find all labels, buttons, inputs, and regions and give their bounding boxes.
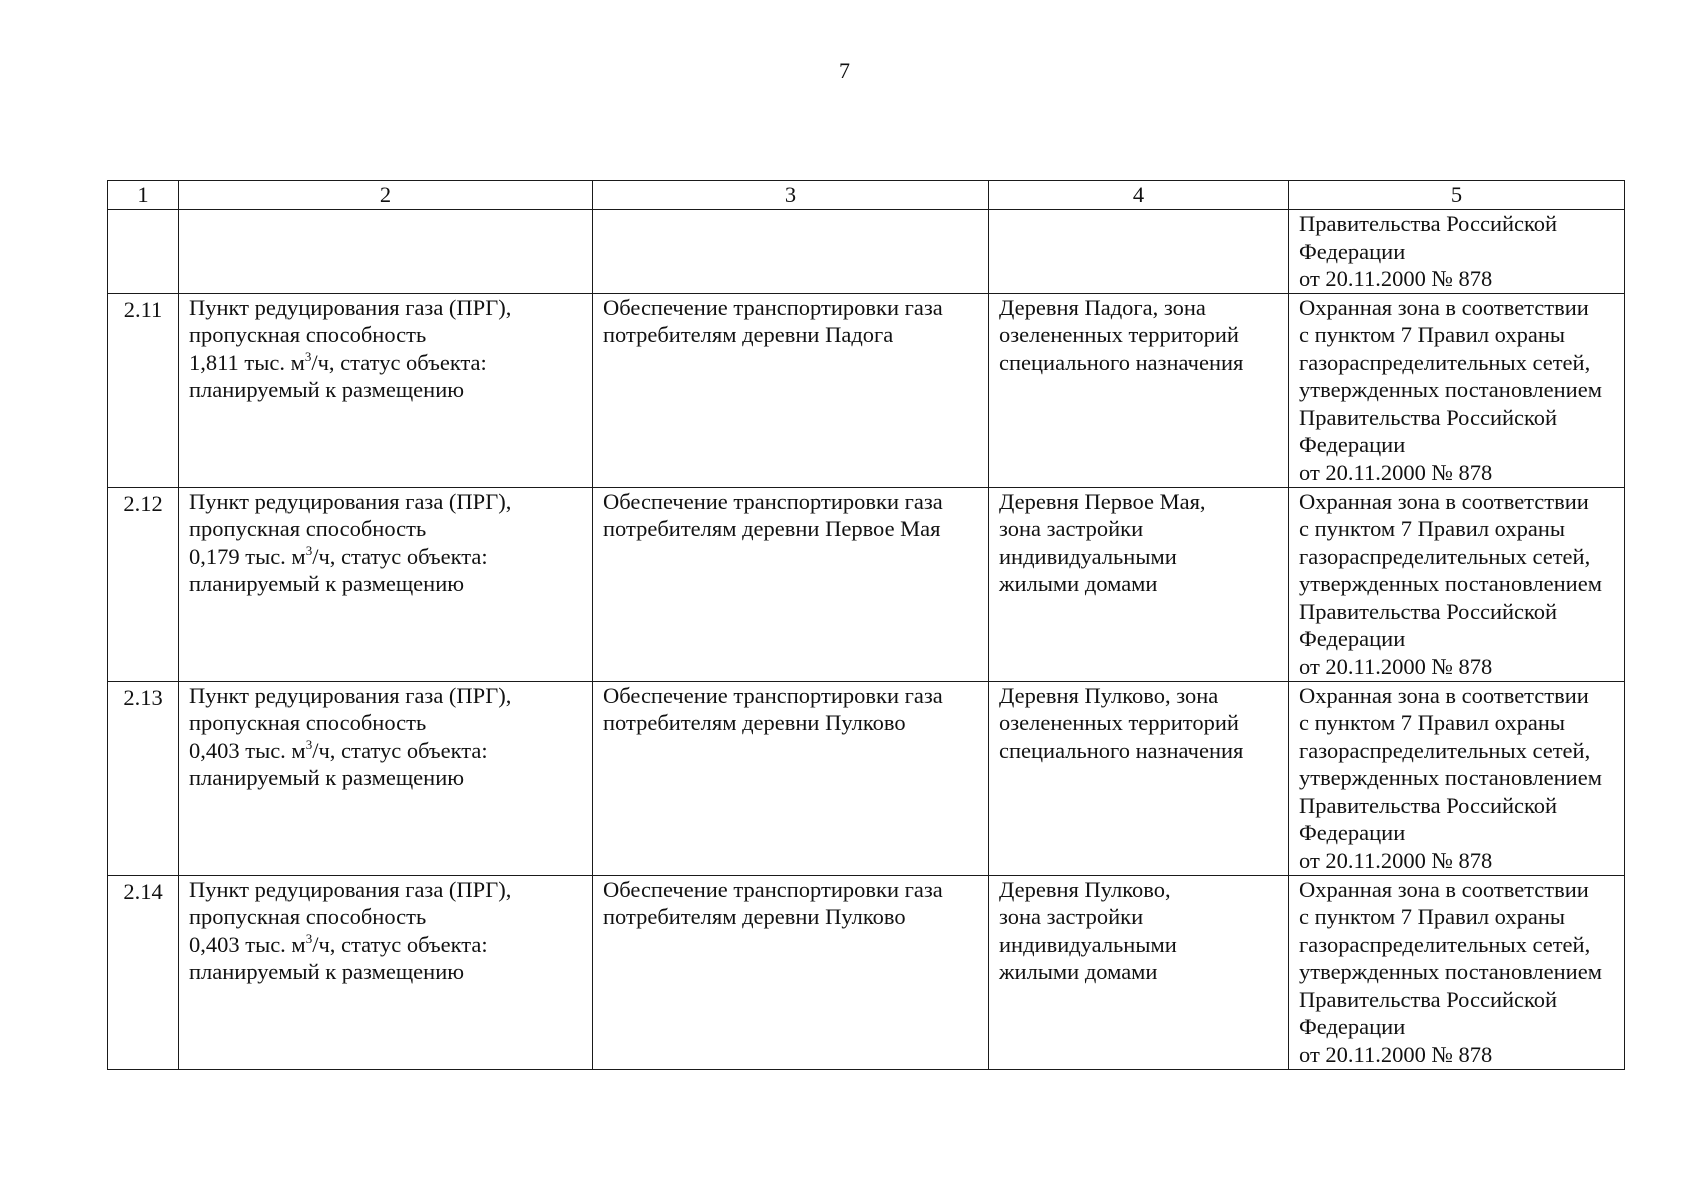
cell-line: Пункт редуцирования газа (ПРГ), xyxy=(189,294,512,320)
location-cell xyxy=(989,681,1289,875)
cell-line: с пунктом 7 Правил охраны xyxy=(1299,904,1566,929)
cell-line: с пунктом 7 Правил охраны xyxy=(1299,322,1566,347)
protection-zone-cell xyxy=(1289,487,1625,681)
purpose-cell xyxy=(593,875,989,1069)
capacity-line xyxy=(189,543,584,571)
cell-line: Обеспечение транспортировки газа xyxy=(603,488,943,514)
capacity-status: /ч, статус объекта: xyxy=(312,737,488,763)
capacity-line xyxy=(189,931,584,959)
capacity-status: /ч, статус объекта: xyxy=(312,543,488,569)
cell-line: газораспределительных сетей, xyxy=(1299,349,1591,375)
table-row xyxy=(108,681,1625,875)
capacity-value: 1,811 тыс. м xyxy=(189,349,305,375)
header-row xyxy=(108,181,1625,210)
continuation-cell-3 xyxy=(593,210,989,294)
cell-line: пропускная способность xyxy=(189,516,427,541)
purpose-cell xyxy=(593,293,989,487)
cell-line: утвержденных постановлением xyxy=(1299,377,1602,402)
protection-zone-cell xyxy=(1289,681,1625,875)
cell-line: Федерации xyxy=(1299,626,1406,651)
cell-line: Обеспечение транспортировки газа xyxy=(603,294,943,320)
cell-line: Деревня Пулково, зона xyxy=(999,682,1219,708)
cell-line: планируемый к размещению xyxy=(189,959,465,984)
row-number: 2.12 xyxy=(108,487,179,681)
protection-zone-cell xyxy=(1289,875,1625,1069)
table-row xyxy=(108,487,1625,681)
capacity-value: 0,179 тыс. м xyxy=(189,543,306,569)
page-number: 7 xyxy=(839,58,850,83)
header-col-3: 3 xyxy=(593,181,989,210)
purpose-cell xyxy=(593,487,989,681)
capacity-status: /ч, статус объекта: xyxy=(312,931,488,957)
cell-line: Охранная зона в соответствии xyxy=(1299,876,1589,902)
cell-line: Федерации xyxy=(1299,432,1406,457)
cell-line: индивидуальными xyxy=(999,543,1177,569)
cell-line: от 20.11.2000 № 878 xyxy=(1299,266,1493,291)
cell-line: утвержденных постановлением xyxy=(1299,959,1602,984)
cell-line: жилыми домами xyxy=(999,959,1158,984)
capacity-line xyxy=(189,349,584,377)
cell-line: газораспределительных сетей, xyxy=(1299,931,1591,957)
cell-line: озелененных территорий xyxy=(999,710,1239,735)
table-row xyxy=(108,875,1625,1069)
capacity-unit-superscript: 3 xyxy=(305,542,313,558)
capacity-status: /ч, статус объекта: xyxy=(311,349,487,375)
header-col-2: 2 xyxy=(179,181,593,210)
row-number: 2.13 xyxy=(108,681,179,875)
cell-line: Правительства Российской xyxy=(1299,404,1558,430)
cell-line: потребителям деревни Пулково xyxy=(603,710,906,735)
continuation-cell-1 xyxy=(108,210,179,294)
objects-table xyxy=(107,180,1625,1070)
continuation-row xyxy=(108,210,1625,294)
cell-line: потребителям деревни Пулково xyxy=(603,904,906,929)
cell-line: пропускная способность xyxy=(189,904,427,929)
row-number: 2.11 xyxy=(108,293,179,487)
protection-zone-cell xyxy=(1289,293,1625,487)
cell-line: потребителям деревни Падога xyxy=(603,322,894,347)
cell-line: от 20.11.2000 № 878 xyxy=(1299,847,1493,873)
cell-line: жилыми домами xyxy=(999,571,1158,596)
capacity-line xyxy=(189,737,584,765)
continuation-cell-2 xyxy=(179,210,593,294)
capacity-unit-superscript: 3 xyxy=(305,736,313,752)
row-number: 2.14 xyxy=(108,875,179,1069)
cell-line: Федерации xyxy=(1299,820,1406,845)
cell-line: Деревня Падога, зона xyxy=(999,294,1206,320)
cell-line: от 20.11.2000 № 878 xyxy=(1299,1041,1493,1067)
object-description-cell xyxy=(179,487,593,681)
cell-line: планируемый к размещению xyxy=(189,377,465,402)
capacity-value: 0,403 тыс. м xyxy=(189,737,306,763)
cell-line: зона застройки xyxy=(999,516,1144,541)
header-col-4: 4 xyxy=(989,181,1289,210)
cell-line: Деревня Первое Мая, xyxy=(999,488,1206,514)
location-cell xyxy=(989,293,1289,487)
cell-line: Обеспечение транспортировки газа xyxy=(603,682,943,708)
capacity-value: 0,403 тыс. м xyxy=(189,931,306,957)
object-description-cell xyxy=(179,293,593,487)
cell-line: индивидуальными xyxy=(999,931,1177,957)
cell-line: Правительства Российской xyxy=(1299,598,1558,624)
location-cell xyxy=(989,487,1289,681)
cell-line: зона застройки xyxy=(999,904,1144,929)
cell-line: Охранная зона в соответствии xyxy=(1299,294,1589,320)
object-description-cell xyxy=(179,681,593,875)
cell-line: с пунктом 7 Правил охраны xyxy=(1299,710,1566,735)
cell-line: специального назначения xyxy=(999,349,1244,375)
cell-line: Федерации xyxy=(1299,238,1406,264)
cell-line: Пункт редуцирования газа (ПРГ), xyxy=(189,682,512,708)
cell-line: пропускная способность xyxy=(189,710,427,735)
cell-line: утвержденных постановлением xyxy=(1299,765,1602,790)
cell-line: Правительства Российской xyxy=(1299,792,1558,818)
cell-line: Охранная зона в соответствии xyxy=(1299,682,1589,708)
capacity-unit-superscript: 3 xyxy=(304,348,312,364)
location-cell xyxy=(989,875,1289,1069)
cell-line: от 20.11.2000 № 878 xyxy=(1299,653,1493,679)
continuation-cell-5 xyxy=(1289,210,1625,294)
cell-line: утвержденных постановлением xyxy=(1299,571,1602,596)
object-description-cell xyxy=(179,875,593,1069)
cell-line: Пункт редуцирования газа (ПРГ), xyxy=(189,488,512,514)
continuation-cell-4 xyxy=(989,210,1289,294)
cell-line: Правительства Российской xyxy=(1299,211,1558,236)
cell-line: Охранная зона в соответствии xyxy=(1299,488,1589,514)
cell-line: планируемый к размещению xyxy=(189,571,465,596)
cell-line: Деревня Пулково, xyxy=(999,876,1171,902)
cell-line: газораспределительных сетей, xyxy=(1299,543,1591,569)
header-col-1: 1 xyxy=(108,181,179,210)
cell-line: планируемый к размещению xyxy=(189,765,465,790)
header-col-5: 5 xyxy=(1289,181,1625,210)
capacity-unit-superscript: 3 xyxy=(305,930,313,946)
cell-line: Обеспечение транспортировки газа xyxy=(603,876,943,902)
cell-line: газораспределительных сетей, xyxy=(1299,737,1591,763)
cell-line: специального назначения xyxy=(999,737,1244,763)
table-row xyxy=(108,293,1625,487)
cell-line: с пунктом 7 Правил охраны xyxy=(1299,516,1566,541)
cell-line: Правительства Российской xyxy=(1299,986,1558,1012)
cell-line: пропускная способность xyxy=(189,322,427,347)
cell-line: Федерации xyxy=(1299,1014,1406,1039)
cell-line: Пункт редуцирования газа (ПРГ), xyxy=(189,876,512,902)
cell-line: от 20.11.2000 № 878 xyxy=(1299,459,1493,485)
cell-line: озелененных территорий xyxy=(999,322,1239,347)
cell-line: потребителям деревни Первое Мая xyxy=(603,516,941,541)
purpose-cell xyxy=(593,681,989,875)
